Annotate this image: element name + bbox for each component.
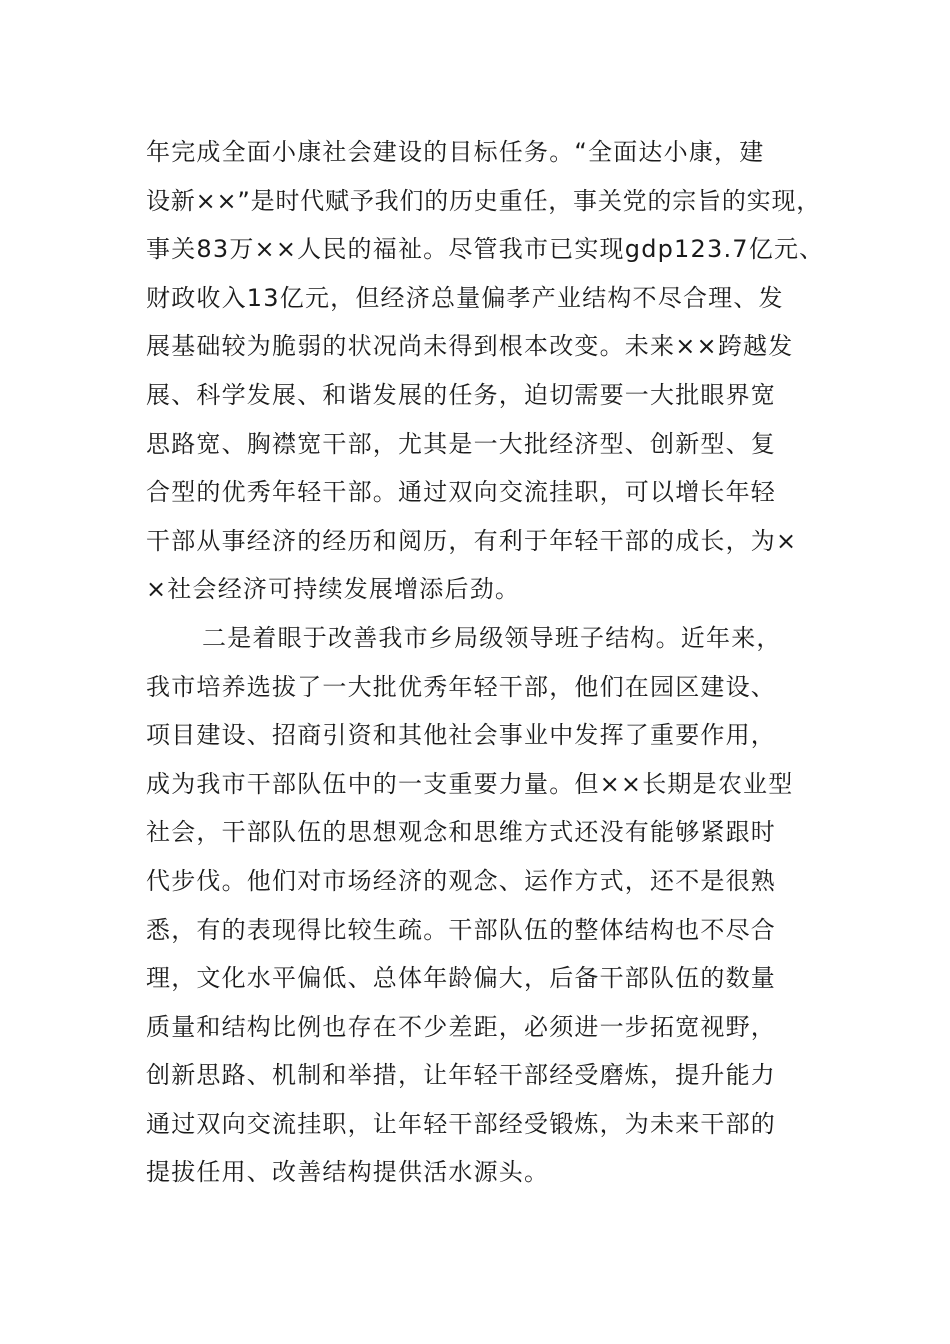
text-line: 创新思路、机制和举措，让年轻干部经受磨炼，提升能力 <box>146 1061 776 1090</box>
text-line: 设新××”是时代赋予我们的历史重任，事关党的宗旨的实现， <box>146 186 822 215</box>
text-line: 我市培养选拔了一大批优秀年轻干部，他们在园区建设、 <box>146 672 776 701</box>
text-line: 代步伐。他们对市场经济的观念、运作方式，还不是很熟 <box>146 866 776 895</box>
body-text <box>146 128 826 1197</box>
text-line: ×社会经济可持续发展增添后劲。 <box>146 575 521 604</box>
text-line: 展、科学发展、和谐发展的任务，迫切需要一大批眼界宽 <box>146 380 776 409</box>
text-line: 财政收入13亿元，但经济总量偏孝产业结构不尽合理、发 <box>146 283 784 312</box>
text-line: 思路宽、胸襟宽干部，尤其是一大批经济型、创新型、复 <box>146 429 776 458</box>
text-line: 成为我市干部队伍中的一支重要力量。但××长期是农业型 <box>146 769 794 798</box>
text-line: 合型的优秀年轻干部。通过双向交流挂职，可以增长年轻 <box>146 478 776 507</box>
text-line: 干部从事经济的经历和阅历，有利于年轻干部的成长，为× <box>146 526 798 555</box>
text-line: 项目建设、招商引资和其他社会事业中发挥了重要作用， <box>146 721 776 750</box>
text-line: 理，文化水平偏低、总体年龄偏大，后备干部队伍的数量 <box>146 964 776 993</box>
text-line: 提拔任用、改善结构提供活水源头。 <box>146 1158 550 1187</box>
text-line: 年完成全面小康社会建设的目标任务。“全面达小康，建 <box>146 138 765 166</box>
paragraph-start-line: 二是着眼于改善我市乡局级领导班子结构。近年来， <box>202 623 782 652</box>
text-line: 事关83万××人民的福祉。尽管我市已实现gdp123.7亿元、 <box>146 235 825 264</box>
text-line: 质量和结构比例也存在不少差距，必须进一步拓宽视野， <box>146 1012 776 1041</box>
text-line: 展基础较为脆弱的状况尚未得到根本改变。未来××跨越发 <box>146 332 794 361</box>
text-line: 通过双向交流挂职，让年轻干部经受锻炼，为未来干部的 <box>146 1109 776 1138</box>
text-line: 悉，有的表现得比较生疏。干部队伍的整体结构也不尽合 <box>146 915 776 944</box>
text-line: 社会，干部队伍的思想观念和思维方式还没有能够紧跟时 <box>146 818 776 847</box>
